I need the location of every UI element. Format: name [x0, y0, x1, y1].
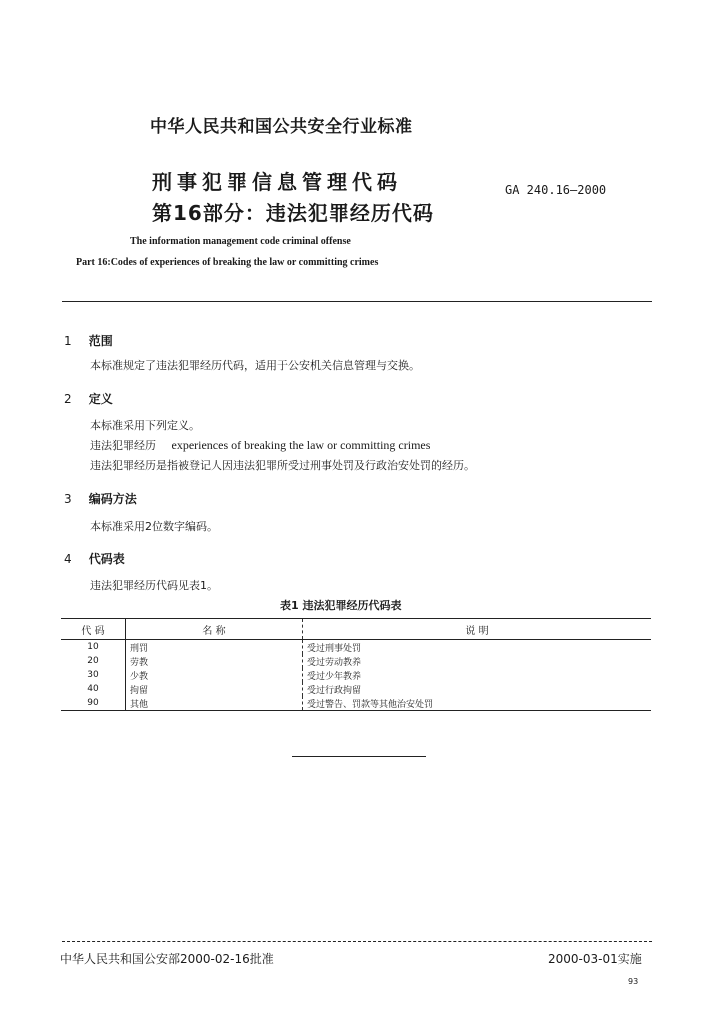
- row-code: 40: [61, 682, 126, 696]
- document-title-line1: 刑事犯罪信息管理代码: [152, 170, 402, 194]
- standard-number: GA 240.16—2000: [505, 183, 607, 197]
- page-number: 93: [628, 977, 639, 986]
- row-desc: 受过警告、罚款等其他治安处罚: [303, 696, 652, 711]
- english-title-line2: Part 16:Codes of experiences of breaking the law or committing crimes: [76, 257, 379, 268]
- english-title-line1: The information management code criminal offense: [130, 236, 351, 247]
- row-desc: 受过少年教养: [307, 671, 362, 682]
- section-2-heading: [64, 388, 113, 407]
- term-cn: 违法犯罪经历: [90, 439, 156, 452]
- section-title: 代码表: [88, 552, 125, 566]
- header-code: 代 码: [61, 619, 126, 640]
- section-2-text2: 违法犯罪经历是指被登记人因违法犯罪所受过刑事处罚及行政治安处罚的经历。: [90, 459, 475, 472]
- code-table: [61, 618, 651, 711]
- term-en: experiences of breaking the law or committing crimes: [171, 438, 431, 452]
- table-row: [61, 696, 651, 711]
- row-code: 90: [61, 696, 126, 711]
- row-desc: 受过劳动教养: [307, 657, 362, 668]
- header-desc: 说 明: [303, 619, 652, 640]
- row-desc: 受过刑事处罚: [307, 643, 362, 654]
- table-header-row: [61, 619, 651, 640]
- row-name: 少教: [126, 668, 303, 682]
- approval-info: 中华人民共和国公安部2000-02-16批准: [60, 952, 274, 966]
- section-2-text1: 本标准采用下列定义。: [90, 419, 200, 432]
- section-3-text: 本标准采用2位数字编码。: [90, 520, 218, 533]
- header-divider: [62, 301, 652, 302]
- section-1-heading: [64, 330, 113, 349]
- industry-standard-title: 中华人民共和国公共安全行业标准: [150, 117, 413, 137]
- section-4-text: 违法犯罪经历代码见表1。: [90, 579, 218, 592]
- section-number: 2: [64, 392, 72, 406]
- row-name: 其他: [126, 696, 303, 711]
- row-code: 30: [61, 668, 126, 682]
- header-name: 名 称: [126, 619, 303, 640]
- row-code: 20: [61, 654, 126, 668]
- definition-term: [90, 437, 430, 453]
- section-title: 编码方法: [88, 492, 137, 506]
- table-row: [61, 682, 651, 696]
- table-row: [61, 654, 651, 668]
- end-of-text-line: [292, 756, 426, 757]
- table-row: [61, 668, 651, 682]
- row-code: 10: [61, 640, 126, 655]
- section-title: 定义: [88, 392, 113, 406]
- row-name: 拘留: [126, 682, 303, 696]
- section-title: 范围: [88, 334, 113, 348]
- row-name: 刑罚: [126, 640, 303, 655]
- section-3-heading: [64, 488, 137, 507]
- row-desc: 受过行政拘留: [307, 685, 362, 696]
- section-number: 3: [64, 492, 72, 506]
- section-1-text: 本标准规定了违法犯罪经历代码，适用于公安机关信息管理与交换。: [90, 359, 420, 372]
- section-4-heading: [64, 548, 125, 567]
- document-title-line2: 第16部分：违法犯罪经历代码: [152, 201, 434, 225]
- table-caption: 表1 违法犯罪经历代码表: [280, 599, 402, 612]
- footer-divider: [62, 941, 652, 942]
- implementation-date: 2000-03-01实施: [548, 952, 642, 966]
- section-number: 1: [64, 334, 72, 348]
- table-row: [61, 640, 651, 655]
- section-number: 4: [64, 552, 72, 566]
- row-name: 劳教: [126, 654, 303, 668]
